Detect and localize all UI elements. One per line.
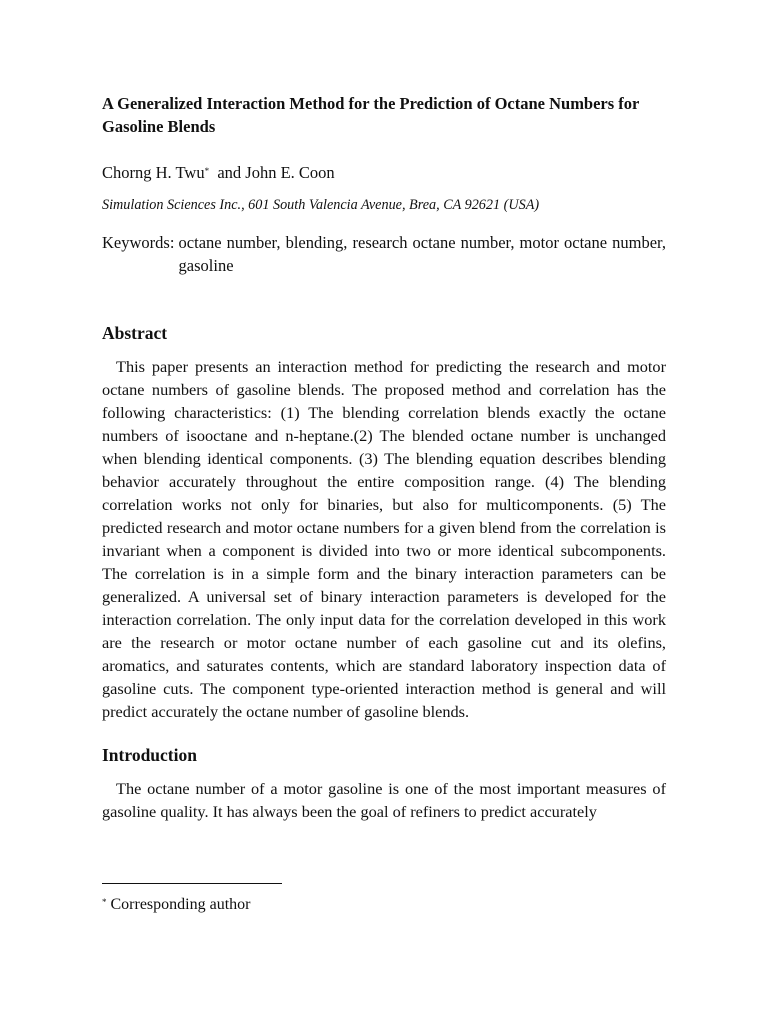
author-name: John E. Coon [245,163,335,182]
introduction-heading: Introduction [102,745,197,765]
keywords-label: Keywords: [102,233,179,252]
abstract-paragraph: This paper presents an interaction method for predicting the research and motor octane numbers of gasoline blends. The proposed method and correlation has the following characteristics: (1) The blending correlation blends exactly the octane numbers of isooctane and n-heptane.(2) The blended octane number is unchanged when blending identical components. (3) The blending equation describes blending behavior accurately throughout the entire composition range. (4) The blending correlation works not only for binaries, but also for multicomponents. (5) The predicted research and motor octane numbers for a given blend from the correlation is invariant when a component is divided into two or more identical subcomponents. The correlation is in a simple form and the binary interaction parameters can be generalized. A universal set of binary interaction parameters is developed for the interaction correlation. The only input data for the correlation developed in this work are the research or motor octane number of each gasoline cut and its olefins, aromatics, and saturates contents, which are standard laboratory inspection data of gasoline cuts. The component type-oriented interaction method is general and will predict accurately the octane number of gasoline blends. [102,357,666,721]
abstract-heading: Abstract [102,323,168,343]
affiliation: Simulation Sciences Inc., 601 South Valencia Avenue, Brea, CA 92621 (USA) [102,197,540,213]
footnote-divider [102,883,282,884]
corresponding-author-mark: * [204,166,210,176]
author-line [102,163,666,183]
introduction-paragraph: The octane number of a motor gasoline is one of the most important measures of gasoline quality. It has always been the goal of refiners to predict accurately [102,779,666,821]
paper-title: A Generalized Interaction Method for the Prediction of Octane Numbers for Gasoline Blends [102,94,640,136]
keywords-text: octane number, blending, research octane number, motor octane number, gasoline [178,233,666,275]
footnote [102,894,250,916]
author-connector: and [217,163,242,182]
keywords-block [102,231,666,277]
footnote-mark: * [102,897,107,907]
paper-page [102,92,666,823]
footnote-text: Corresponding author [110,896,251,913]
author-name: Chorng H. Twu [102,163,205,182]
